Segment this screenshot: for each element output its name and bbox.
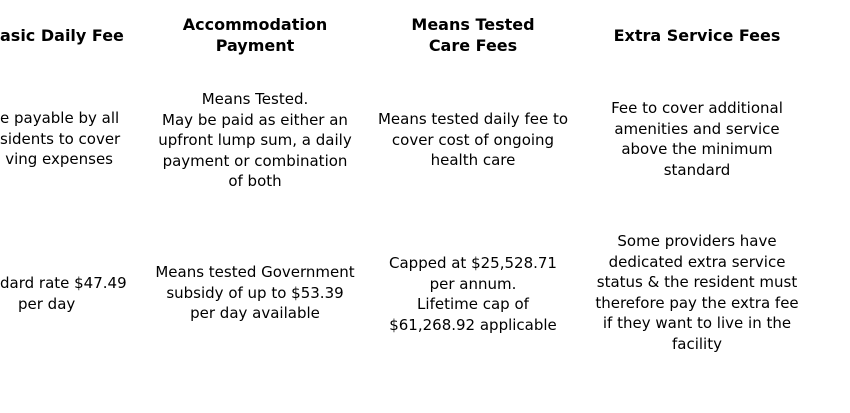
text-line: subsidy of up to $53.39 <box>166 283 344 302</box>
row1-care-fees-description <box>372 109 574 171</box>
header-line: asic Daily Fee <box>0 26 124 45</box>
text-line: amenities and service <box>614 119 780 138</box>
header-means-tested-care-fees <box>372 14 574 56</box>
text-line: Means Tested. <box>201 90 309 108</box>
row2-care-fees-cap <box>372 253 574 335</box>
text-line: if they want to live in the <box>602 314 792 332</box>
row2-basic-daily-fee-rate <box>0 273 126 314</box>
text-line: Means tested Government <box>155 263 355 281</box>
text-line: per annum. <box>429 274 517 293</box>
text-line: dedicated extra service <box>608 252 786 271</box>
row2-extra-service-status <box>592 231 802 354</box>
header-line: Payment <box>215 36 295 55</box>
header-basic-daily-fee <box>0 25 124 46</box>
header-line: Means Tested <box>411 15 535 34</box>
header-extra-service-fees <box>592 25 802 46</box>
header-accommodation-payment <box>150 14 360 56</box>
text-line: e payable by all <box>0 109 120 127</box>
text-line: Means tested daily fee to <box>377 110 569 128</box>
header-line: Accommodation <box>182 15 328 34</box>
header-line: Care Fees <box>428 36 518 55</box>
header-line: Extra Service Fees <box>613 26 781 45</box>
text-line: Capped at $25,528.71 <box>389 254 557 272</box>
text-line: above the minimum <box>621 140 773 158</box>
text-line: upfront lump sum, a daily <box>158 131 352 149</box>
text-line: sidents to cover <box>0 129 121 148</box>
text-line: Some providers have <box>617 232 777 250</box>
text-line: payment or combination <box>162 151 348 170</box>
text-line: Lifetime cap of <box>417 295 529 313</box>
text-line: health care <box>430 151 516 169</box>
text-line: per day available <box>190 304 320 322</box>
text-line: of both <box>228 172 282 190</box>
text-line: May be paid as either an <box>162 110 348 129</box>
row1-accommodation-payment-description <box>150 89 360 192</box>
text-line: facility <box>672 334 722 353</box>
text-line: ving expenses <box>5 150 113 168</box>
text-line: therefore pay the extra fee <box>595 293 799 312</box>
row2-accommodation-subsidy <box>150 262 360 324</box>
text-line: Fee to cover additional <box>611 99 783 117</box>
text-line: standard <box>663 160 731 179</box>
row1-basic-daily-fee-description <box>0 108 121 170</box>
text-line: dard rate $47.49 <box>0 274 127 292</box>
text-line: status & the resident must <box>596 273 798 291</box>
text-line: per day <box>18 294 76 313</box>
text-line: $61,268.92 applicable <box>389 315 557 334</box>
text-line: cover cost of ongoing <box>391 130 555 149</box>
row1-extra-service-fees-description <box>592 98 802 180</box>
